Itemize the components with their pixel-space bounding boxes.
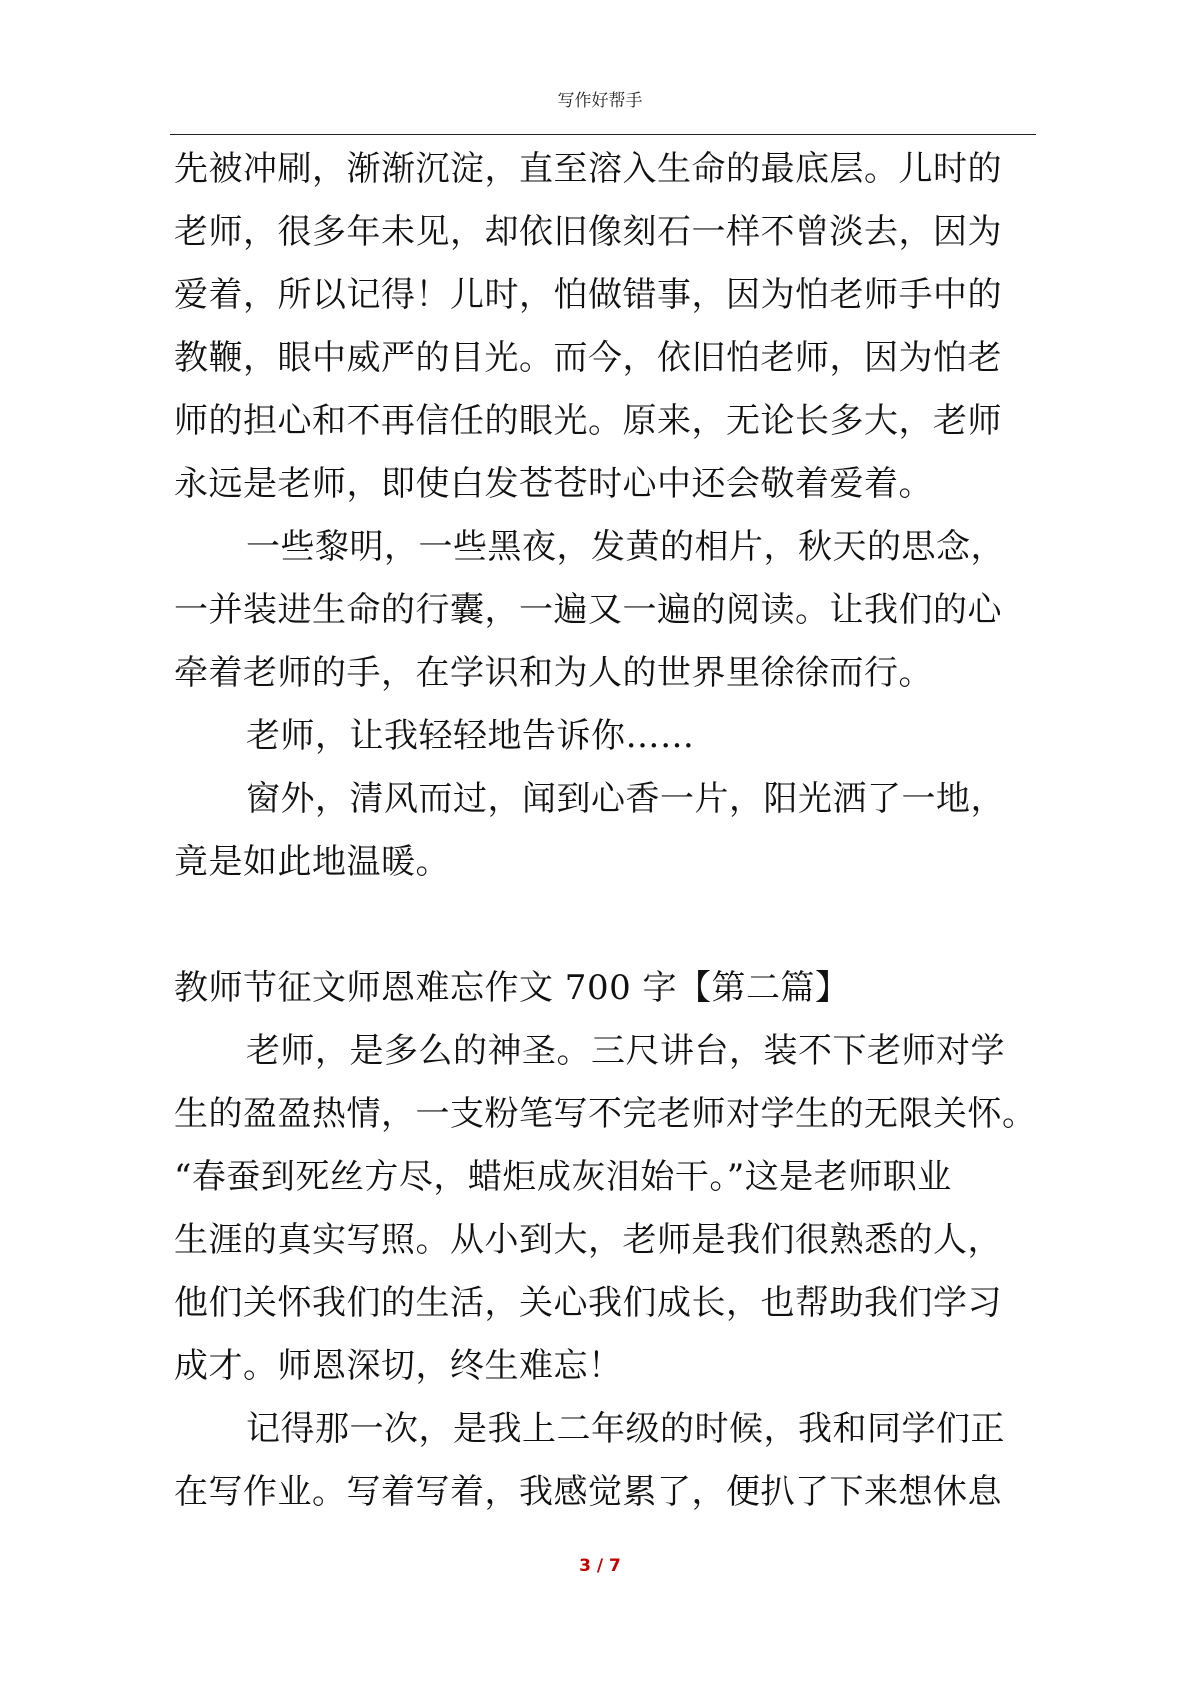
- text-line: “春蚕到死丝方尽，蜡炬成灰泪始干。”这是老师职业: [174, 1157, 952, 1197]
- document-header-title: 写作好帮手: [557, 91, 643, 111]
- page-number: 3 / 7: [579, 1556, 621, 1576]
- text-line: 记得那一次，是我上二年级的时候，我和同学们正: [246, 1409, 1005, 1449]
- text-line: 老师，让我轻轻地告诉你……: [246, 716, 695, 756]
- text-line: 竟是如此地温暖。: [174, 842, 450, 882]
- text-line: 爱着，所以记得！儿时，怕做错事，因为怕老师手中的: [174, 275, 1002, 315]
- text-line: 一并装进生命的行囊，一遍又一遍的阅读。让我们的心: [174, 590, 1002, 630]
- text-line: 师的担心和不再信任的眼光。原来，无论长多大，老师: [174, 401, 1002, 441]
- text-line: 先被冲刷，渐渐沉淀，直至溶入生命的最底层。儿时的: [174, 149, 1002, 189]
- text-line: 牵着老师的手，在学识和为人的世界里徐徐而行。: [174, 653, 933, 693]
- text-line: 窗外，清风而过，闻到心香一片，阳光洒了一地，: [246, 779, 1005, 819]
- header-divider: [170, 134, 1036, 135]
- text-line: 生的盈盈热情，一支粉笔写不完老师对学生的无限关怀。: [174, 1094, 1037, 1134]
- section-heading: 教师节征文师恩难忘作文 700 字【第二篇】: [174, 968, 850, 1008]
- text-line: 生涯的真实写照。从小到大，老师是我们很熟悉的人，: [174, 1220, 1002, 1260]
- text-line: 老师，很多年未见，却依旧像刻石一样不曾淡去，因为: [174, 212, 1002, 252]
- document-body: [174, 138, 1037, 1524]
- text-line: 在写作业。写着写着，我感觉累了，便扒了下来想休息: [174, 1472, 1002, 1512]
- text-line: 老师，是多么的神圣。三尺讲台，装不下老师对学: [246, 1031, 1005, 1071]
- text-line: 教鞭，眼中威严的目光。而今，依旧怕老师，因为怕老: [174, 338, 1002, 378]
- text-line: 成才。师恩深切，终生难忘！: [174, 1346, 623, 1386]
- text-line: 一些黎明，一些黑夜，发黄的相片，秋天的思念，: [246, 527, 1005, 567]
- text-line: 他们关怀我们的生活，关心我们成长，也帮助我们学习: [174, 1283, 1002, 1323]
- text-line: 永远是老师，即使白发苍苍时心中还会敬着爱着。: [174, 464, 933, 504]
- paragraph-spacer: [174, 894, 1034, 957]
